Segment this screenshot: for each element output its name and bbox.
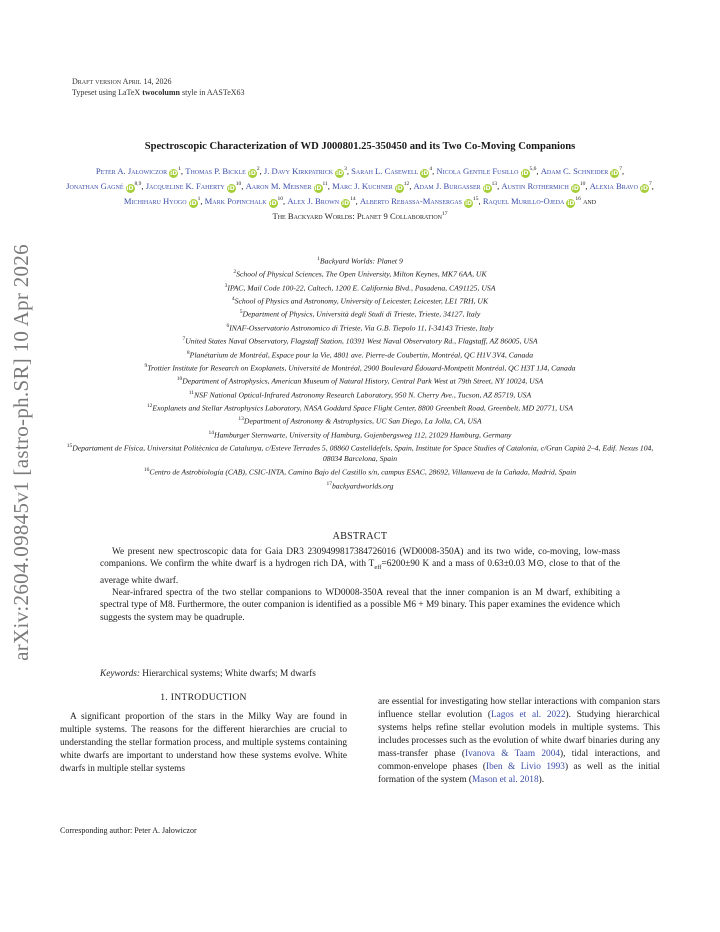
- affiliation-text: School of Physical Sciences, The Open University, Milton Keynes, MK7 6AA, UK: [236, 269, 487, 279]
- author-entry: [66, 181, 141, 191]
- paper-title: Spectroscopic Characterization of WD J000801.25-350450 and its Two Co-Moving Companions: [144, 141, 576, 152]
- author-entry: [146, 181, 242, 191]
- orcid-icon[interactable]: iD: [567, 200, 575, 207]
- affiliation-text: backyardworlds.org: [331, 481, 394, 491]
- author-entry: [287, 196, 355, 206]
- affiliation-marker: 1: [197, 196, 201, 202]
- affiliation-item: [60, 414, 660, 427]
- intro-text-4: ) as well as the initial formation of the system (: [378, 762, 661, 785]
- typeset-note: [72, 87, 245, 98]
- typeset-post: style in AASTeX63: [179, 88, 245, 97]
- author-name-link[interactable]: J. Davy Kirkpatrick: [263, 166, 334, 176]
- affiliation-marker: 16: [575, 196, 581, 202]
- affiliation-number: 5: [239, 309, 243, 316]
- right-column: [378, 696, 660, 787]
- affiliation-number: 10: [176, 376, 183, 383]
- affiliation-number: 6: [226, 322, 230, 329]
- affiliation-marker: 14: [350, 196, 356, 202]
- orcid-icon[interactable]: iD: [464, 200, 473, 207]
- affiliation-text: Departament de Física, Universitat Politècnica de Catalunya, c/Esteve Terrades 5, 08860 Castelldefels, Spain, Institute for Space Studies of Catalonia, c/Gran Capità 2–4, Edif. Nexus 104, 08034 Barcelona, Spain: [72, 443, 654, 464]
- intro-text-2: ). Studying hierarchical systems helps refine stellar evolution models in multiple systems. This includes processes such as the evolution of white dwarf binaries during any mass-transfer phase (: [378, 710, 660, 759]
- orcid-icon[interactable]: iD: [126, 185, 134, 192]
- orcid-icon[interactable]: iD: [342, 200, 350, 207]
- orcid-icon[interactable]: iD: [314, 185, 322, 192]
- author-entry: [351, 166, 432, 176]
- intro-text-1: are essential for investigating how stellar interactions with companion stars influence stellar evolution (: [378, 697, 660, 720]
- affiliation-text: NSF National Optical-Infrared Astronomy Research Laboratory, 950 N. Cherry Ave., Tucson, AZ 85719, USA: [194, 390, 532, 400]
- affiliation-marker: 1: [178, 166, 181, 172]
- affiliation-item: [60, 441, 660, 465]
- author-list: Peter A. Jałowiczor iD$^1$, Thomas P. Bickle iD$^2$, J. Davy Kirkpatrick iD$^3$, Sarah L. Casewell iD$^4$, Nicola Gentile Fusillo iD$^{5,6}$, Adam C. Schneider iD$^7$, Jonathan Gagné iD$^{8,9}$, Jacqueline K. Faherty iD$^{10}$, Aaron M. Meisner iD$^{11}$, Marc J. Kuchner iD$^{12}$, Adam J. Burgasser iD$^{13}$, Austin Rothermich iD$^{10}$, Alexia Bravo iD$^7$, Michiharu Hyogo iD$^1$, Mark Popinchalk iD$^{10}$, Alex J. Brown iD$^{14}$, Alberto Rebassa-Mansergas iD$^{15}$, Raquel Murillo-Ojeda iD$^{16}$ and The Backyard Worlds: Planet 9 Collaboration$^{17}$: [66, 166, 654, 221]
- affiliation-marker: 17: [442, 211, 448, 217]
- orcid-icon[interactable]: iD: [521, 170, 529, 177]
- affiliation-number: 8: [186, 349, 190, 356]
- citation-link[interactable]: Iben & Livio 1993: [486, 762, 565, 772]
- author-name-link[interactable]: Aaron M. Meisner: [245, 181, 312, 191]
- abstract-p1-text: We present new spectroscopic data for Gaia DR3 2309499817384726016 (WD0008-350A) and its two wide, co-moving, low-mass companions. We confirm the white dwarf is a hydrogen rich DA, with T: [100, 547, 620, 570]
- citation-link[interactable]: Lagos et al. 2022: [490, 710, 566, 720]
- affiliation-marker: 4: [429, 166, 433, 172]
- affiliation-item: [60, 334, 660, 347]
- orcid-icon[interactable]: iD: [336, 170, 344, 177]
- left-column: [60, 691, 347, 776]
- corresponding-author: Corresponding author: Peter A. Jałowiczor: [60, 826, 197, 835]
- keywords-label: Keywords:: [100, 669, 140, 679]
- draft-version: Draft version April 14, 2026: [72, 77, 172, 86]
- author-entry: [185, 166, 259, 176]
- affiliation-text: Centro de Astrobiología (CAB), CSIC-INTA, Camino Bajo del Castillo s/n, campus ESAC, 28692, Villanueva de la Cañada, Madrid, Spain: [149, 467, 577, 477]
- author-entry: [96, 166, 181, 176]
- affiliation-item: [60, 388, 660, 401]
- affiliation-number: 13: [238, 416, 244, 423]
- orcid-icon[interactable]: iD: [227, 185, 235, 192]
- affiliation-marker: 10: [579, 181, 586, 187]
- affiliation-text: Department of Astrophysics, American Museum of Natural History, Central Park West at 79th Street, NY 10024, USA: [182, 376, 544, 386]
- affiliation-item: [60, 294, 660, 307]
- citation-link[interactable]: Ivanova & Taam 2004: [464, 749, 561, 759]
- and-word: and: [583, 196, 597, 206]
- author-name-link[interactable]: Alexia Bravo: [589, 181, 638, 191]
- author-name-link[interactable]: Sarah L. Casewell: [351, 166, 419, 176]
- author-name-link[interactable]: Adam J. Burgasser: [413, 181, 481, 191]
- affiliation-text: Trottier Institute for Research on Exoplanets, Université de Montréal, 2900 Boulevard Édouard-Montpetit Montréal, QC H3T 1J4, Canada: [147, 363, 576, 373]
- affiliation-text: Department of Physics, Università degli Studi di Trieste, Trieste, 34127, Italy: [242, 310, 481, 319]
- orcid-icon[interactable]: iD: [248, 170, 256, 177]
- intro-paragraph-left: A significant proportion of the stars in the Milky Way are found in multiple systems. The reasons for the different hierarchies are crucial to understanding the stellar formation process, and multiple systems containing white dwarfs are important to understand how these systems evolve. White dwarfs in multiple stellar systems: [60, 712, 347, 774]
- affiliation-number: 15: [66, 443, 73, 450]
- affiliation-number: 17: [326, 480, 332, 487]
- affiliation-item: [60, 374, 660, 387]
- typeset-pre: Typeset using: [72, 88, 119, 97]
- author-entry: [436, 166, 536, 176]
- author-name-link[interactable]: Alex J. Brown: [287, 196, 340, 206]
- affiliation-item: [60, 254, 660, 267]
- affiliation-text: Backyard Worlds: Planet 9: [319, 256, 403, 266]
- orcid-icon[interactable]: iD: [395, 185, 403, 192]
- keywords: [100, 669, 620, 679]
- affiliation-item: [60, 267, 660, 280]
- keywords-text: Hierarchical systems; White dwarfs; M dwarfs: [142, 669, 316, 679]
- affiliation-text: INAF-Osservatorio Astronomico di Trieste, Via G.B. Tiepolo 11, I-34143 Trieste, Italy: [229, 323, 494, 333]
- affiliation-number: 3: [224, 282, 228, 289]
- affiliation-marker: 5,6: [529, 166, 537, 172]
- author-name-link[interactable]: Michiharu Hyogo: [123, 196, 187, 206]
- affiliation-number: 16: [143, 467, 150, 474]
- intro-text-5: ).: [538, 775, 545, 785]
- author-name-link[interactable]: Peter A. Jałowiczor: [95, 166, 168, 176]
- author-name-link[interactable]: Jonathan Gagné: [66, 181, 124, 191]
- orcid-icon[interactable]: iD: [170, 170, 178, 177]
- affiliation-marker: 7: [619, 166, 622, 172]
- affiliation-marker: 2: [256, 166, 260, 172]
- draft-header: [72, 76, 245, 98]
- affiliation-marker: 8,9: [134, 181, 142, 187]
- latex-logo: LaTeX: [118, 88, 141, 97]
- affiliation-text: School of Physics and Astronomy, University of Leicester, Leicester, LE1 7RH, UK: [234, 296, 489, 306]
- author-entry: [360, 196, 479, 206]
- affiliation-number: 4: [231, 296, 235, 303]
- affiliation-item: [60, 401, 660, 414]
- author-name-link[interactable]: Raquel Murillo-Ojeda: [482, 196, 565, 206]
- affiliation-text: Hamburger Sternwarte, University of Hamburg, Gojenbergsweg 112, 21029 Hamburg, Germany: [214, 430, 512, 440]
- author-name-link[interactable]: Marc J. Kuchner: [332, 181, 393, 191]
- author-entry: [414, 181, 498, 191]
- affiliation-text: United States Naval Observatory, Flagstaff Station, 10391 West Naval Observatory Rd., Flagstaff, AZ 86005, USA: [185, 336, 538, 346]
- author-name-link[interactable]: Jacqueline K. Faherty: [145, 181, 225, 191]
- abstract-paragraph-1: [100, 546, 620, 587]
- orcid-icon[interactable]: iD: [421, 170, 429, 177]
- affiliation-marker: 10: [277, 196, 284, 202]
- affiliation-marker: 11: [322, 181, 328, 187]
- affiliation-marker: 10: [235, 181, 242, 187]
- author-entry: [332, 181, 409, 191]
- affiliation-marker: 3: [344, 166, 347, 172]
- affiliation-item: [60, 465, 660, 478]
- author-entry: [124, 196, 200, 206]
- collaboration-name: The Backyard Worlds: Planet 9 Collaboration: [272, 211, 443, 221]
- affiliation-item: [60, 321, 660, 334]
- affiliation-list: [60, 254, 660, 492]
- orcid-icon[interactable]: iD: [269, 200, 277, 207]
- affiliation-number: 1: [317, 256, 320, 262]
- arxiv-identifier: arXiv:2604.09845v1 [astro-ph.SR] 10 Apr 2026: [8, 243, 33, 661]
- author-entry: [246, 181, 328, 191]
- orcid-icon[interactable]: iD: [483, 185, 491, 192]
- affiliation-marker: 15: [473, 196, 479, 202]
- author-name-link[interactable]: Alberto Rebassa-Mansergas: [359, 196, 463, 206]
- affiliation-item: [60, 479, 660, 492]
- affiliation-item: [60, 307, 660, 320]
- affiliation-text: IPAC, Mail Code 100-22, Caltech, 1200 E. California Blvd., Pasadena, CA91125, USA: [227, 283, 496, 293]
- affiliation-number: 2: [233, 269, 237, 276]
- arxiv-stamp: [6, 232, 36, 672]
- abstract-body: [100, 546, 620, 624]
- affiliation-item: [60, 281, 660, 294]
- affiliation-item: [60, 348, 660, 361]
- affiliation-text: Exoplanets and Stellar Astrophysics Laboratory, NASA Goddard Space Flight Center, 8800 Greenbelt Road, Greenbelt, MD 20771, USA: [152, 403, 574, 413]
- orcid-icon[interactable]: iD: [571, 185, 579, 192]
- author-entry: [483, 196, 581, 206]
- author-entry: [541, 166, 622, 176]
- affiliation-text: Department of Astronomy & Astrophysics, UC San Diego, La Jolla, CA, USA: [243, 416, 482, 426]
- affiliation-item: [60, 361, 660, 374]
- author-name-link[interactable]: Mark Popinchalk: [204, 196, 267, 206]
- intro-paragraph-right: [378, 696, 660, 787]
- author-entry: [590, 181, 652, 191]
- affiliation-marker: 13: [491, 181, 498, 187]
- citation-link[interactable]: Mason et al. 2018: [471, 775, 539, 785]
- typeset-twocolumn: twocolumn: [142, 88, 180, 97]
- author-name-link[interactable]: Nicola Gentile Fusillo: [436, 166, 519, 176]
- orcid-icon[interactable]: iD: [640, 185, 648, 192]
- affiliation-number: 7: [182, 336, 186, 343]
- affiliation-number: 11: [188, 389, 195, 396]
- affiliation-marker: 12: [403, 181, 410, 187]
- author-name-link[interactable]: Thomas P. Bickle: [185, 166, 246, 176]
- author-entry: [501, 181, 585, 191]
- affiliation-number: 9: [144, 362, 148, 369]
- affiliation-number: 14: [208, 429, 215, 436]
- teff-subscript: eff: [374, 564, 382, 572]
- affiliation-text: Planétarium de Montréal, Espace pour la Vie, 4801 ave. Pierre-de Coubertin, Montréal, QC H1V 3V4, Canada: [189, 350, 534, 360]
- orcid-icon[interactable]: iD: [189, 200, 197, 207]
- abstract-heading: ABSTRACT: [332, 531, 388, 542]
- author-entry: [264, 166, 347, 176]
- author-name-link[interactable]: Adam C. Schneider: [540, 166, 609, 176]
- abstract-paragraph-2: Near-infrared spectra of the two stellar companions to WD0008-350A reveal that the inner companion is an M dwarf, exhibiting a spectral type of M8. Furthermore, the outer companion is identified as a possible M6 + M9 binary. This paper examines the evidence which suggests the system may be quadruple.: [100, 588, 620, 623]
- author-name-link[interactable]: Austin Rothermich: [501, 181, 569, 191]
- orcid-icon[interactable]: iD: [611, 170, 619, 177]
- abstract-p1-end: =6200±90 K and a mass of 0.63±0.03 M⊙, close to that of the average white dwarf.: [100, 559, 620, 586]
- affiliation-item: [60, 428, 660, 441]
- affiliation-marker: 7: [648, 181, 652, 187]
- affiliation-number: 12: [146, 402, 153, 409]
- author-entry: [205, 196, 283, 206]
- intro-text-3: ), tidal interactions, and common-envelope phases (: [378, 749, 660, 772]
- section-heading-introduction: 1. INTRODUCTION: [160, 692, 247, 703]
